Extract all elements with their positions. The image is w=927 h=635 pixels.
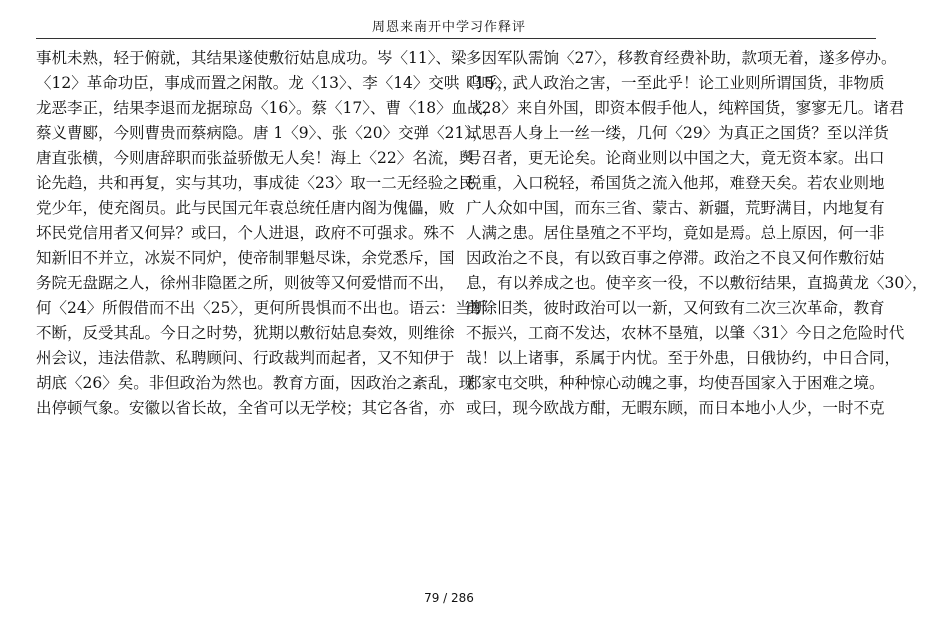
- text-line: 务院无盘踞之人，徐州非隐匿之所，则彼等又何爱惜而不出，: [36, 274, 455, 292]
- right-text-column: [466, 46, 927, 421]
- text-line: 剪除旧类，彼时政治可以一新，又何致有二次三次革命，教育: [466, 299, 885, 317]
- text-line: 党少年，使充阁员。此与民国元年袁总统任唐内阁为傀儡，败: [36, 199, 455, 217]
- text-line: 〈12〉革命功臣，事成而置之闲散。龙〈13〉、李〈14〉交哄〈15〉，: [36, 74, 518, 92]
- text-line: 多因军队需饷〈27〉，移教育经费补助，款项无着，遂多停办。: [466, 49, 897, 67]
- text-line: 不振兴，工商不发达，农林不垦殖，以肇〈31〉今日之危险时代: [466, 324, 905, 342]
- text-line: 胡底〈26〉矣。非但政治为然也。教育方面，因政治之紊乱，现: [36, 374, 475, 392]
- page-number: 79 / 286: [424, 591, 474, 605]
- text-line: 坏民党信用者又何异？或曰，个人进退，政府不可强求。殊不: [36, 224, 455, 242]
- text-line: 税重，入口税轻，希国货之流入他邦，难登天矣。若农业则地: [466, 174, 885, 192]
- text-line: 〈28〉来自外国，即资本假手他人，纯粹国货，寥寥无几。诸君: [466, 99, 905, 117]
- header-rule: [36, 38, 876, 39]
- text-line: 郑家屯交哄，种种惊心动魄之事，均使吾国家入于困难之境。: [466, 374, 885, 392]
- text-line: 知新旧不并立，冰炭不同炉，使帝制罪魁尽诛，余党悉斥，国: [36, 249, 455, 267]
- text-line: 人满之患。居住垦殖之不平均，竟如是焉。总上原因，何一非: [466, 224, 885, 242]
- text-line: 因政治之不良，有以致百事之停滞。政治之不良又何作敷衍姑: [466, 249, 885, 267]
- text-line: 号召者，更无论矣。论商业则以中国之大，竟无资本家。出口: [466, 149, 885, 167]
- text-line: 事机未熟，轻于俯就，其结果遂使敷衍姑息成功。岑〈11〉、梁: [36, 49, 467, 67]
- text-line: 不断，反受其乱。今日之时势，犹期以敷衍姑息奏效，则维徐: [36, 324, 455, 342]
- text-line: 息，有以养成之也。使辛亥一役，不以敷衍结果，直捣黄龙〈30〉，: [466, 274, 927, 292]
- left-text-column: [36, 46, 518, 421]
- text-line: 唐直张横，今则唐辞职而张益骄傲无人矣！海上〈22〉名流，舆: [36, 149, 475, 167]
- text-line: 论先趋，共和再复，实与其功，事成徒〈23〉取一二无经验之民: [36, 174, 475, 192]
- text-line: 广人众如中国，而东三省、蒙古、新疆，荒野满目，内地复有: [466, 199, 885, 217]
- text-line: 何〈24〉所假借而不出〈25〉，更何所畏惧而不出也。语云：当断: [36, 299, 487, 317]
- text-line: 呜呼，武人政治之害，一至此乎！论工业则所谓国货，非物质: [466, 74, 885, 92]
- page-header-title: 周恩来南开中学习作释评: [371, 20, 526, 35]
- text-line: 龙恶李正，结果李退而龙据琼岛〈16〉。蔡〈17〉、曹〈18〉血战，: [36, 99, 499, 117]
- text-line: 试思吾人身上一丝一缕，几何〈29〉为真正之国货？至以洋货: [466, 124, 889, 142]
- text-line: 出停顿气象。安徽以省长故，全省可以无学校；其它各省，亦: [36, 399, 455, 417]
- text-line: 哉！以上诸事，系属于内忧。至于外患，日俄协约，中日合同，: [466, 349, 901, 367]
- text-line: 州会议，违法借款、私聘顾问、行政裁判而起者，又不知伊于: [36, 349, 455, 367]
- text-line: 蔡义曹郾，今则曹贵而蔡病隐。唐 1〈9〉、张〈20〉交弹〈21〉，: [36, 124, 488, 142]
- text-line: 或曰，现今欧战方酣，无暇东顾，而日本地小人少，一时不克: [466, 399, 885, 417]
